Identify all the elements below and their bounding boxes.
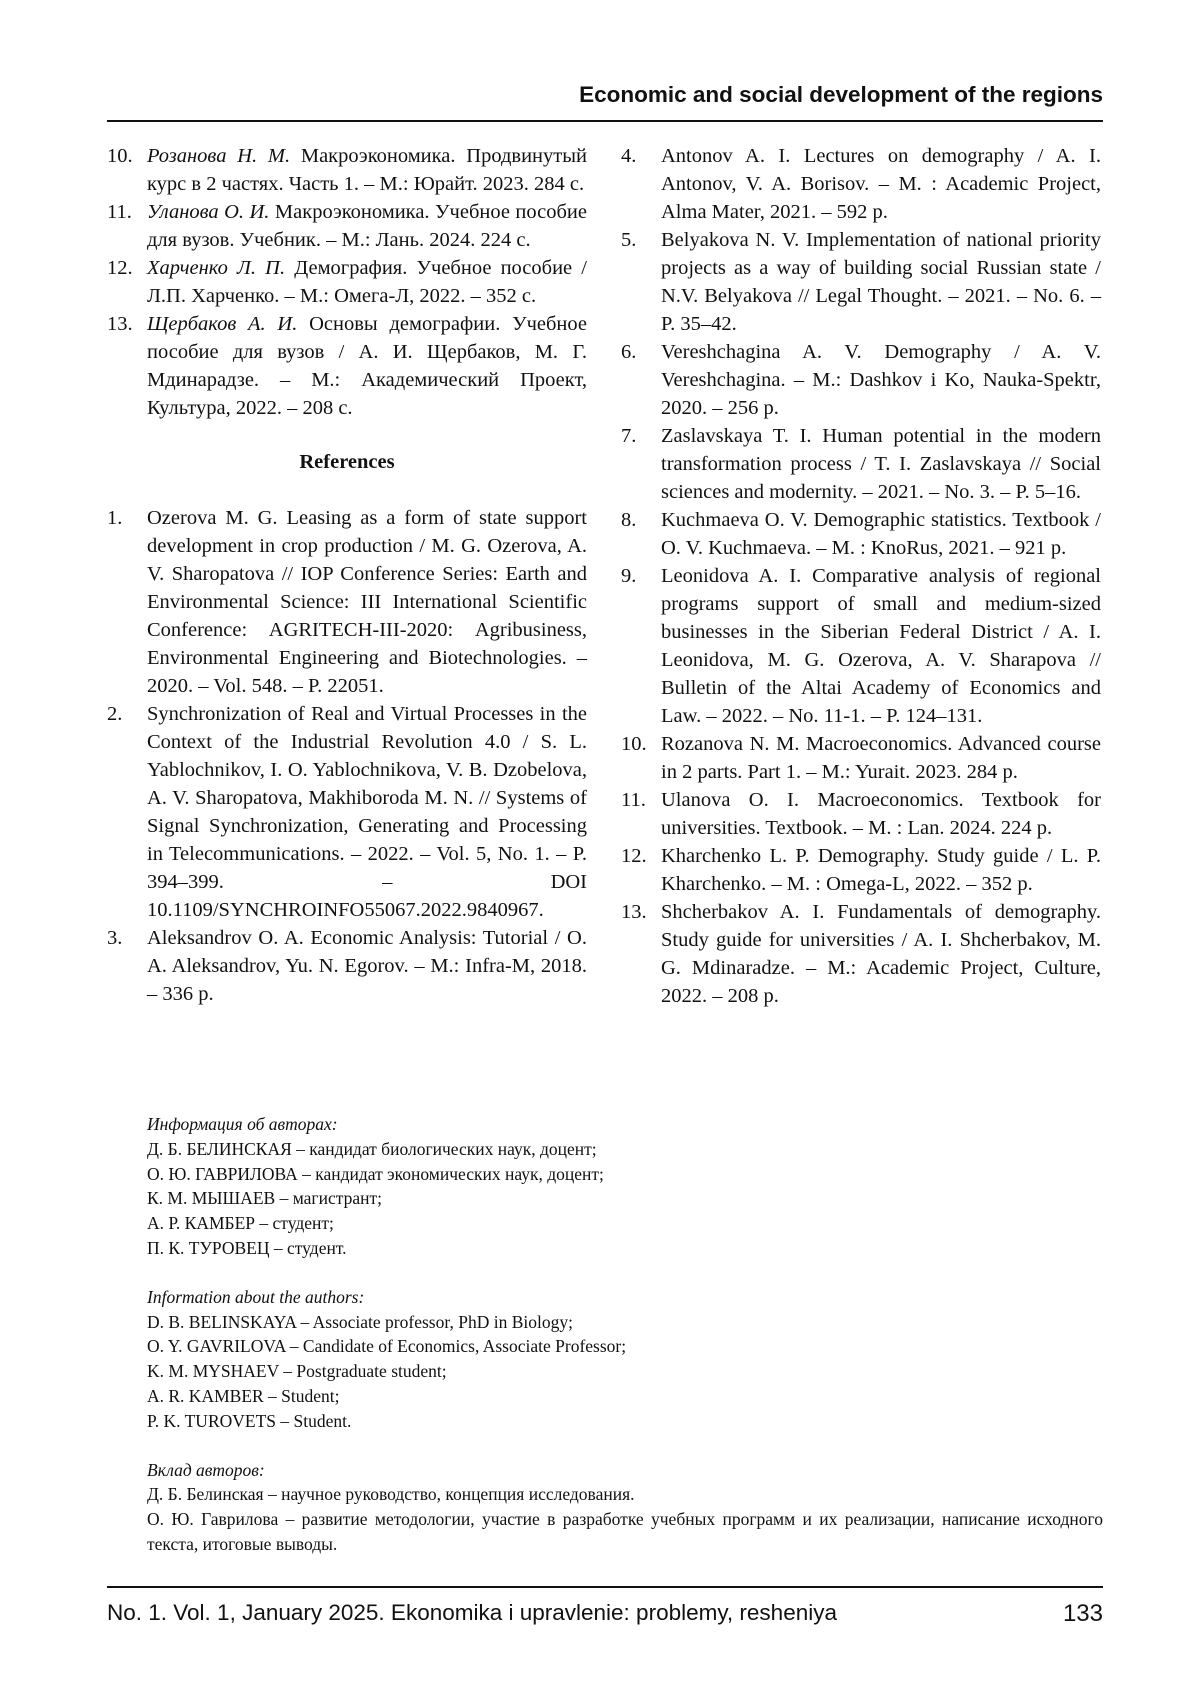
authors-ru-label: Информация об авторах: [147, 1112, 1103, 1137]
reference-item [621, 422, 1101, 506]
page-number: 133 [1063, 1600, 1103, 1628]
journal-page [107, 0, 1103, 1698]
contribution-label: Вклад авторов: [147, 1458, 1103, 1483]
author-line: К. М. МЫШАЕВ – магистрант; [147, 1186, 1103, 1211]
reference-author: Уланова О. И. [147, 201, 269, 223]
reference-item [107, 198, 587, 254]
reference-text: Leonidova A. I. Comparative analysis of regional programs support of small and medium-sized businesses in the Siberian Federal District / A. I. Leonidova, M. G. Ozerova, A. V. Sharapova // Bulletin of the Altai Academy of Economics and Law. – 2022. – No. 11-1. – P. 124–131. [661, 565, 1101, 727]
reference-number: 11. [107, 198, 132, 226]
reference-text: Antonov A. I. Lectures on demography / A. I. Antonov, V. A. Borisov. – M. : Academic Project, Alma Mater, 2021. – 592 p. [661, 145, 1101, 223]
reference-item [107, 142, 587, 198]
author-information [147, 1112, 1103, 1581]
reference-text: Rozanova N. M. Macroeconomics. Advanced course in 2 parts. Part 1. – M.: Yurait. 2023. 284 p. [661, 733, 1101, 783]
reference-text: Synchronization of Real and Virtual Processes in the Context of the Industrial Revolution 4.0 / S. L. Yablochnikov, I. O. Yablochnikova, V. B. Dzobelova, A. V. Sharopatova, Makhiboroda M. N. // Systems of Signal Synchronization, Generating and Processing in Telecommunications. – 2022. – Vol. 5, No. 1. – P. 394–399. – DOI 10.1109/SYNCHROINFO55067.2022.9840967. [147, 703, 587, 921]
reference-item [621, 142, 1101, 226]
reference-text: Aleksandrov O. A. Economic Analysis: Tutorial / O. A. Aleksandrov, Yu. N. Egorov. – M.: Infra-M, 2018. – 336 p. [147, 927, 587, 1005]
reference-number: 2. [107, 700, 122, 728]
reference-number: 11. [621, 786, 646, 814]
author-line: П. К. ТУРОВЕЦ – студент. [147, 1236, 1103, 1261]
reference-text: Макроэкономика. Учебное пособие для вузов. Учебник. – М.: Лань. 2024. 224 с. [147, 201, 587, 251]
reference-item [621, 562, 1101, 730]
author-line: P. K. TUROVETS – Student. [147, 1409, 1103, 1434]
reference-author: Харченко Л. П. [147, 257, 285, 279]
reference-text: Ulanova O. I. Macroeconomics. Textbook for universities. Textbook. – M. : Lan. 2024. 224 p. [661, 789, 1101, 839]
reference-number: 13. [107, 310, 133, 338]
contribution-block [147, 1458, 1103, 1557]
reference-item [621, 786, 1101, 842]
authors-ru-block [147, 1112, 1103, 1261]
english-reference-list-right [621, 142, 1101, 1010]
contribution-line: О. Ю. Гаврилова – развитие методологии, участие в разработке учебных программ и их реализации, написание исходного текста, итоговые выводы. [147, 1507, 1103, 1557]
reference-item [621, 338, 1101, 422]
reference-text: Ozerova M. G. Leasing as a form of state support development in crop production / M. G. Ozerova, A. V. Sharopatova // IOP Conference Series: Earth and Environmental Science: III International Scientific Conference: AGRITECH-III-2020: Agribusiness, Environmental Engineering and Biotechnologies. – 2020. – Vol. 548. – P. 22051. [147, 507, 587, 697]
reference-number: 12. [621, 842, 647, 870]
reference-item [107, 504, 587, 700]
reference-text: Демография. Учебное пособие / Л.П. Харченко. – М.: Омега-Л, 2022. – 352 с. [147, 257, 587, 307]
authors-en-label: Information about the authors: [147, 1285, 1103, 1310]
reference-author: Щербаков А. И. [147, 313, 297, 335]
reference-number: 4. [621, 142, 636, 170]
author-line: D. B. BELINSKAYA – Associate professor, PhD in Biology; [147, 1310, 1103, 1335]
reference-item [107, 254, 587, 310]
reference-text: Shcherbakov A. I. Fundamentals of demography. Study guide for universities / A. I. Shcherbakov, M. G. Mdinaradze. – M.: Academic Project, Culture, 2022. – 208 p. [661, 901, 1101, 1007]
author-line: K. M. MYSHAEV – Postgraduate student; [147, 1359, 1103, 1384]
left-column [107, 142, 587, 1008]
author-line: А. Р. КАМБЕР – студент; [147, 1211, 1103, 1236]
reference-number: 8. [621, 506, 636, 534]
author-line: A. R. KAMBER – Student; [147, 1384, 1103, 1409]
author-line: О. Ю. ГАВРИЛОВА – кандидат экономических наук, доцент; [147, 1162, 1103, 1187]
reference-item [621, 842, 1101, 898]
reference-number: 3. [107, 924, 122, 952]
reference-text: Макроэкономика. Продвинутый курс в 2 частях. Часть 1. – М.: Юрайт. 2023. 284 с. [147, 145, 587, 195]
running-header: Economic and social development of the regions [579, 82, 1103, 108]
english-reference-list-left [107, 504, 587, 1008]
author-line: O. Y. GAVRILOVA – Candidate of Economics, Associate Professor; [147, 1334, 1103, 1359]
footer-rule [107, 1586, 1103, 1588]
reference-number: 9. [621, 562, 636, 590]
reference-item [107, 700, 587, 924]
reference-number: 5. [621, 226, 636, 254]
reference-number: 12. [107, 254, 133, 282]
reference-text: Belyakova N. V. Implementation of national priority projects as a way of building social Russian state / N.V. Belyakova // Legal Thought. – 2021. – No. 6. – P. 35–42. [661, 229, 1101, 335]
reference-text: Kuchmaeva O. V. Demographic statistics. Textbook / O. V. Kuchmaeva. – M. : KnoRus, 2021. – 921 p. [661, 509, 1101, 559]
reference-number: 1. [107, 504, 122, 532]
author-line: Д. Б. БЕЛИНСКАЯ – кандидат биологических наук, доцент; [147, 1137, 1103, 1162]
russian-reference-list [107, 142, 587, 422]
reference-item [107, 924, 587, 1008]
reference-number: 10. [107, 142, 133, 170]
reference-item [621, 730, 1101, 786]
reference-author: Розанова Н. М. [147, 145, 290, 167]
reference-text: Основы демографии. Учебное пособие для вузов / А. И. Щербаков, М. Г. Мдинарадзе. – М.: Академический Проект, Культура, 2022. – 208 с. [147, 313, 587, 419]
header-rule [107, 120, 1103, 122]
reference-number: 7. [621, 422, 636, 450]
reference-number: 10. [621, 730, 647, 758]
reference-item [621, 898, 1101, 1010]
right-column [621, 142, 1101, 1010]
reference-number: 13. [621, 898, 647, 926]
reference-item [621, 226, 1101, 338]
reference-number: 6. [621, 338, 636, 366]
reference-text: Vereshchagina A. V. Demography / A. V. Vereshchagina. – M.: Dashkov i Ko, Nauka-Spektr, 2020. – 256 p. [661, 341, 1101, 419]
reference-text: Zaslavskaya T. I. Human potential in the modern transformation process / T. I. Zaslavskaya // Social sciences and modernity. – 2021. – No. 3. – P. 5–16. [661, 425, 1101, 503]
authors-en-block [147, 1285, 1103, 1434]
journal-footer: No. 1. Vol. 1, January 2025. Ekonomika i upravlenie: problemy, resheniya [107, 1600, 837, 1626]
contribution-line: Д. Б. Белинская – научное руководство, концепция исследования. [147, 1482, 1103, 1507]
reference-item [621, 506, 1101, 562]
references-heading: References [107, 448, 587, 476]
reference-text: Kharchenko L. P. Demography. Study guide / L. P. Kharchenko. – M. : Omega-L, 2022. – 352 p. [661, 845, 1101, 895]
reference-item [107, 310, 587, 422]
